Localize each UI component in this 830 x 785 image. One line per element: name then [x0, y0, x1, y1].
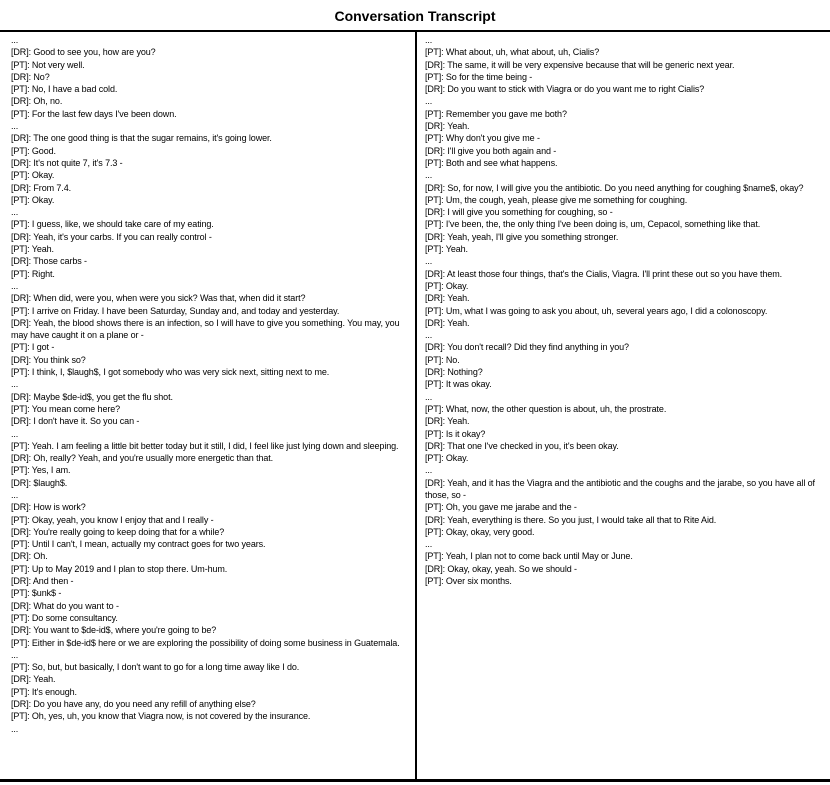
transcript-line: ...	[425, 96, 433, 107]
document-title: Conversation Transcript	[334, 8, 496, 24]
transcript-line: [PT]: Yeah.	[11, 244, 54, 255]
transcript-line: [DR]: I don't have it. So you can -	[11, 416, 140, 427]
transcript-line: [DR]: Good to see you, how are you?	[11, 47, 156, 58]
transcript-line: [PT]: Both and see what happens.	[425, 157, 558, 168]
transcript-line: [PT]: Okay.	[11, 170, 55, 181]
transcript-line: [PT]: Either in $de-id$ here or we are exploring the possibility of doing some business in Guatemala.	[11, 637, 400, 648]
transcript-line: ...	[425, 539, 433, 550]
transcript-line: [PT]: No.	[425, 354, 460, 365]
transcript-line: [PT]: I think, I, $laugh$, I got somebody who was very sick next, sitting next to me.	[11, 367, 330, 378]
transcript-line: ...	[11, 379, 19, 390]
transcript-line: [PT]: So, but, but basically, I don't want to go for a long time away like I do.	[11, 662, 300, 673]
transcript-line: [DR]: When did, were you, when were you sick? Was that, when did it start?	[11, 293, 306, 304]
transcript-line: [PT]: Do some consultancy.	[11, 612, 118, 623]
transcript-line: [PT]: Um, the cough, yeah, please give me something for coughing.	[425, 194, 688, 205]
transcript-line: [DR]: Okay, okay, yeah. So we should -	[425, 563, 577, 574]
transcript-line: ...	[11, 35, 19, 45]
transcript-line: ...	[425, 35, 433, 45]
transcript-line: [PT]: Okay.	[425, 280, 469, 291]
transcript-line: [PT]: I arrive on Friday. I have been Saturday, Sunday and, and today and yesterday.	[11, 305, 340, 316]
transcript-line: [PT]: Yeah. I am feeling a little bit better today but it still, I did, I feel like just lying down and sleeping.	[11, 440, 399, 451]
transcript-line: [DR]: I will give you something for coughing, so -	[425, 207, 613, 218]
transcript-line: [PT]: Yeah.	[425, 244, 468, 255]
transcript-line: ...	[11, 489, 19, 500]
transcript-line: [DR]: Yeah, everything is there. So you just, I would take all that to Rite Aid.	[425, 514, 717, 525]
transcript-line: [PT]: Okay, okay, very good.	[425, 526, 535, 537]
transcript-line: [PT]: Oh, yes, uh, you know that Viagra now, is not covered by the insurance.	[11, 711, 311, 722]
transcript-line: ...	[425, 391, 433, 402]
transcript-line: [DR]: $laugh$.	[11, 477, 68, 488]
transcript-line: [DR]: I'll give you both again and -	[425, 145, 557, 156]
transcript-line: [DR]: Maybe $de-id$, you get the flu shot.	[11, 391, 173, 402]
transcript-line: [PT]: It was okay.	[425, 379, 492, 390]
transcript-line: ...	[11, 723, 19, 734]
transcript-line: [DR]: You think so?	[11, 354, 86, 365]
transcript-line: [DR]: No?	[11, 71, 50, 82]
transcript-line: [DR]: Do you have any, do you need any refill of anything else?	[11, 699, 256, 710]
transcript-line: [PT]: Until I can't, I mean, actually my contract goes for two years.	[11, 539, 266, 550]
transcript-line: [DR]: Yeah.	[425, 121, 470, 132]
transcript-line: [PT]: Right.	[11, 268, 55, 279]
transcript-line: ...	[11, 280, 19, 291]
transcript-line: [DR]: Yeah, yeah, I'll give you something stronger.	[425, 231, 619, 242]
transcript-line: [PT]: For the last few days I've been down.	[11, 108, 177, 119]
transcript-line: [PT]: Okay, yeah, you know I enjoy that and I really -	[11, 514, 214, 525]
transcript-line: [PT]: Over six months.	[425, 576, 512, 587]
transcript-line: [DR]: Yeah.	[425, 293, 470, 304]
transcript-line: [DR]: What do you want to -	[11, 600, 119, 611]
bottom-rule	[0, 779, 830, 782]
transcript-line: ...	[425, 170, 433, 181]
transcript-line: [DR]: Yeah, and it has the Viagra and the antibiotic and the coughs and the jarabe, so you have all of those, so -	[425, 477, 815, 500]
transcript-line: [DR]: Nothing?	[425, 367, 483, 378]
transcript-line: [DR]: It's not quite 7, it's 7.3 -	[11, 157, 123, 168]
transcript-line: [PT]: Um, what I was going to ask you about, uh, several years ago, I did a colonoscopy.	[425, 305, 768, 316]
transcript-line: [PT]: So for the time being -	[425, 71, 533, 82]
transcript-line: [PT]: Is it okay?	[425, 428, 486, 439]
transcript-line: [PT]: Oh, you gave me jarabe and the -	[425, 502, 577, 513]
transcript-line: [DR]: Yeah, the blood shows there is an infection, so I will have to give you something. You may, you may have caught it on a plane or -	[11, 317, 400, 341]
transcript-line: ...	[11, 121, 19, 132]
transcript-line: [DR]: Yeah, it's your carbs. If you can really control -	[11, 231, 212, 242]
transcript-line: [DR]: At least those four things, that's the Cialis, Viagra. I'll print these out so you have them.	[425, 268, 783, 279]
transcript-line: [PT]: No, I have a bad cold.	[11, 84, 118, 95]
transcript-line: [DR]: Oh, really? Yeah, and you're usually more energetic than that.	[11, 453, 274, 464]
transcript-line: [PT]: I've been, the, the only thing I've been doing is, um, Cepacol, something like that.	[425, 219, 761, 230]
transcript-line: [DR]: Yeah.	[425, 416, 470, 427]
transcript-line: [DR]: The same, it will be very expensive because that will be generic next year.	[425, 59, 735, 70]
transcript-line: [DR]: So, for now, I will give you the antibiotic. Do you need anything for coughing $name$, okay?	[425, 182, 804, 193]
transcript-line: [PT]: Remember you gave me both?	[425, 108, 567, 119]
transcript-line: [DR]: Yeah.	[11, 674, 56, 685]
transcript-line: [DR]: You want to $de-id$, where you're going to be?	[11, 625, 217, 636]
transcript-line: ...	[425, 330, 433, 341]
transcript-line: [PT]: Not very well.	[11, 59, 85, 70]
transcript-line: ...	[11, 207, 19, 218]
column-divider	[415, 32, 417, 779]
left-column	[11, 34, 411, 735]
transcript-line: [PT]: I guess, like, we should take care of my eating.	[11, 219, 214, 230]
transcript-line: [DR]: That one I've checked in you, it's been okay.	[425, 440, 619, 451]
transcript-line: [PT]: I got -	[11, 342, 55, 353]
transcript-line: [PT]: What, now, the other question is about, uh, the prostrate.	[425, 403, 667, 414]
transcript-line: [PT]: What about, uh, what about, uh, Cialis?	[425, 47, 600, 58]
transcript-line: [PT]: Yes, I am.	[11, 465, 71, 476]
transcript-line: [PT]: Why don't you give me -	[425, 133, 540, 144]
transcript-line: [PT]: It's enough.	[11, 686, 77, 697]
transcript-line: [DR]: Oh.	[11, 551, 48, 562]
transcript-line: [PT]: Okay.	[11, 194, 55, 205]
transcript-line: [DR]: And then -	[11, 576, 74, 587]
right-column	[425, 34, 823, 587]
transcript-line: [PT]: Up to May 2019 and I plan to stop there. Um-hum.	[11, 563, 228, 574]
transcript-line: [PT]: You mean come here?	[11, 403, 121, 414]
transcript-line: [DR]: Those carbs -	[11, 256, 87, 267]
transcript-line: ...	[425, 465, 433, 476]
transcript-line: ...	[11, 649, 19, 660]
transcript-line: [DR]: The one good thing is that the sugar remains, it's going lower.	[11, 133, 272, 144]
transcript-line: [DR]: Oh, no.	[11, 96, 63, 107]
transcript-line: [DR]: You're really going to keep doing that for a while?	[11, 526, 225, 537]
transcript-line: [PT]: Good.	[11, 145, 56, 156]
transcript-line: ...	[11, 428, 19, 439]
transcript-line: [PT]: $unk$ -	[11, 588, 62, 599]
transcript-line: [PT]: Yeah, I plan not to come back until May or June.	[425, 551, 633, 562]
transcript-line: [DR]: Do you want to stick with Viagra or do you want me to right Cialis?	[425, 84, 705, 95]
transcript-line: [PT]: Okay.	[425, 453, 469, 464]
transcript-line: [DR]: How is work?	[11, 502, 86, 513]
transcript-line: [DR]: From 7.4.	[11, 182, 72, 193]
transcript-line: [DR]: You don't recall? Did they find anything in you?	[425, 342, 629, 353]
transcript-line: [DR]: Yeah.	[425, 317, 470, 328]
transcript-line: ...	[425, 256, 433, 267]
